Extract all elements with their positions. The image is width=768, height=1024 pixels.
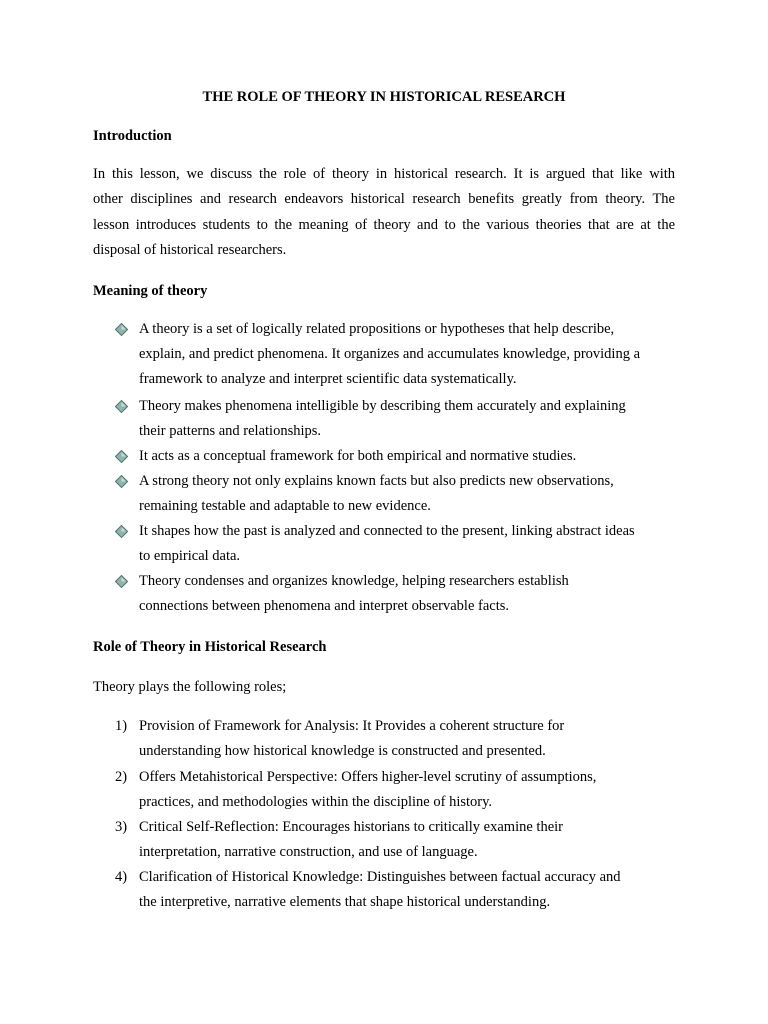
bullet-line: Theory makes phenomena intelligible by describing them accurately and explaining	[139, 398, 626, 414]
bullet-line: explain, and predict phenomena. It organizes and accumulates knowledge, providing a	[139, 346, 641, 363]
bullet-item	[139, 317, 679, 393]
bullet-line: Theory condenses and organizes knowledge, helping researchers establish	[139, 573, 569, 589]
item-number: 3)	[115, 819, 128, 835]
bullet-line: framework to analyze and interpret scientific data systematically.	[139, 371, 517, 388]
numbered-item	[115, 714, 679, 764]
diamond-bullet-icon	[115, 525, 128, 538]
bullet-line: A strong theory not only explains known facts but also predicts new observations,	[139, 473, 614, 489]
diamond-bullet-icon	[115, 400, 128, 413]
bullet-line: connections between phenomena and interpret observable facts.	[139, 598, 510, 615]
introduction-heading: Introduction	[93, 128, 172, 144]
item-number: 1)	[115, 718, 128, 734]
item-line: the interpretive, narrative elements that shape historical understanding.	[139, 894, 551, 911]
bullet-item	[139, 519, 679, 569]
bullet-line: It shapes how the past is analyzed and connected to the present, linking abstract ideas	[139, 523, 635, 539]
bullet-line: their patterns and relationships.	[139, 423, 322, 440]
numbered-item	[115, 865, 679, 915]
paragraph-line: other disciplines and research endeavors historical research benefits greatly from theory. The	[93, 191, 675, 208]
bullet-item	[139, 569, 679, 619]
diamond-bullet-icon	[115, 575, 128, 588]
item-line: Critical Self-Reflection: Encourages historians to critically examine their	[139, 819, 563, 835]
diamond-bullet-icon	[115, 475, 128, 488]
bullet-item	[139, 469, 679, 519]
diamond-bullet-icon	[115, 450, 128, 463]
role-heading: Role of Theory in Historical Research	[93, 639, 327, 655]
role-intro-text: Theory plays the following roles;	[93, 679, 287, 695]
item-line: Clarification of Historical Knowledge: Distinguishes between factual accuracy and	[139, 869, 621, 885]
bullet-line: It acts as a conceptual framework for both empirical and normative studies.	[139, 448, 577, 464]
paragraph-line: disposal of historical researchers.	[93, 242, 287, 259]
bullet-line: A theory is a set of logically related propositions or hypotheses that help describe,	[139, 321, 615, 337]
paragraph-line: In this lesson, we discuss the role of theory in historical research. It is argued that like with	[93, 166, 675, 182]
item-number: 2)	[115, 769, 128, 785]
meaning-heading: Meaning of theory	[93, 283, 208, 299]
introduction-paragraph	[93, 162, 675, 264]
item-line: interpretation, narrative construction, and use of language.	[139, 844, 478, 861]
bullet-line: to empirical data.	[139, 548, 241, 565]
item-line: understanding how historical knowledge is constructed and presented.	[139, 743, 546, 760]
item-line: practices, and methodologies within the discipline of history.	[139, 794, 493, 811]
item-line: Provision of Framework for Analysis: It Provides a coherent structure for	[139, 718, 565, 734]
numbered-item	[115, 765, 679, 815]
paragraph-line: lesson introduces students to the meaning of theory and to the various theories that are at the	[93, 216, 675, 233]
bullet-item	[139, 394, 679, 444]
bullet-line: remaining testable and adaptable to new evidence.	[139, 498, 431, 515]
bullet-item	[139, 444, 679, 469]
item-line: Offers Metahistorical Perspective: Offers higher-level scrutiny of assumptions,	[139, 769, 597, 785]
diamond-bullet-icon	[115, 323, 128, 336]
item-number: 4)	[115, 869, 128, 885]
numbered-item	[115, 815, 679, 865]
document-title: THE ROLE OF THEORY IN HISTORICAL RESEARCH	[202, 89, 566, 105]
